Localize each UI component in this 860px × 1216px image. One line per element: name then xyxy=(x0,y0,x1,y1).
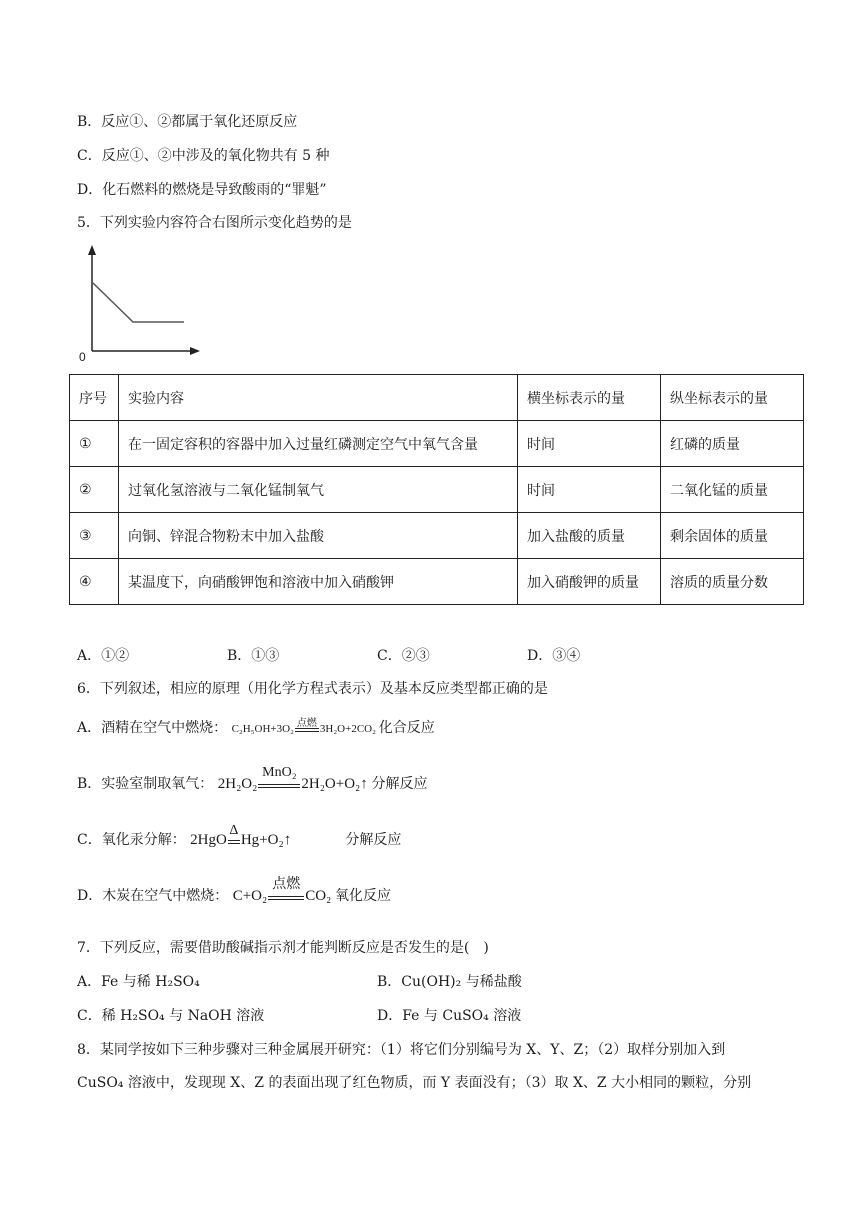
q6-d-condition: 点燃 xyxy=(272,877,301,892)
q5-option-b: B．①③ xyxy=(227,648,280,664)
q6-d-eq-right: CO₂ xyxy=(305,888,332,904)
table-cell: 某温度下，向硝酸钾饱和溶液中加入硝酸钾 xyxy=(119,559,518,605)
table-row xyxy=(70,467,804,513)
q6-a-type: 化合反应 xyxy=(378,720,435,736)
q7-option-d: D．Fe 与 CuSO₄ 溶液 xyxy=(377,1008,522,1024)
q6-b-eq-left: 2H₂O₂ xyxy=(217,776,258,792)
q4-option-d: D．化石燃料的燃烧是导致酸雨的“罪魁” xyxy=(77,182,327,198)
q6-a-equation xyxy=(231,718,379,735)
q6-a-condition: 点燃 xyxy=(296,718,317,729)
experiment-table xyxy=(69,374,804,605)
table-cell: 加入盐酸的质量 xyxy=(518,513,661,559)
trend-graph xyxy=(76,243,206,363)
table-cell: 二氧化锰的质量 xyxy=(661,467,804,513)
x-axis-arrow xyxy=(190,347,200,355)
table-cell: ③ xyxy=(70,513,119,559)
q6-c-prefix: C．氧化汞分解： xyxy=(77,832,186,848)
table-header-cell: 纵坐标表示的量 xyxy=(661,375,804,421)
q6-option-a xyxy=(77,718,435,739)
y-axis-arrow xyxy=(88,245,96,255)
q7-stem: 7．下列反应，需要借助酸碱指示剂才能判断反应是否发生的是( ) xyxy=(77,940,489,956)
q6-a-prefix: A．酒精在空气中燃烧： xyxy=(77,720,228,736)
q8-line-2: CuSO₄ 溶液中，发现现 X、Z 的表面出现了红色物质，而 Y 表面没有；（3）取 X、Z 大小相同的颗粒，分别 xyxy=(77,1075,752,1091)
q6-stem: 6．下列叙述，相应的原理（用化学方程式表示）及基本反应类型都正确的是 xyxy=(77,681,548,697)
q6-a-eq-right: 3H₂O+2CO₂ xyxy=(319,723,376,735)
q8-line-1: 8．某同学按如下三种步骤对三种金属展开研究：（1）将它们分别编号为 X、Y、Z；（2）取样分别加入到 xyxy=(77,1042,726,1058)
q4-option-c: C．反应①、②中涉及的氧化物共有 5 种 xyxy=(77,148,330,164)
table-cell: 时间 xyxy=(518,421,661,467)
table-header-cell: 横坐标表示的量 xyxy=(518,375,661,421)
q6-c-type: 分解反应 xyxy=(345,832,402,848)
q6-b-equation xyxy=(217,765,372,792)
q7-option-c: C．稀 H₂SO₄ 与 NaOH 溶液 xyxy=(77,1008,265,1024)
table-cell: ④ xyxy=(70,559,119,605)
q6-d-equation xyxy=(232,877,335,904)
table-row xyxy=(70,513,804,559)
q6-b-condition: MnO₂ xyxy=(262,765,297,780)
q6-c-eq-left: 2HgO xyxy=(190,832,227,848)
q6-c-eq-right: Hg+O₂↑ xyxy=(240,832,292,848)
origin-label: 0 xyxy=(79,350,86,363)
table-row xyxy=(70,559,804,605)
table-cell: 加入硝酸钾的质量 xyxy=(518,559,661,605)
table-header-cell: 实验内容 xyxy=(119,375,518,421)
table-row xyxy=(70,421,804,467)
table-cell: 红磷的质量 xyxy=(661,421,804,467)
q6-c-condition: Δ xyxy=(229,823,239,838)
q4-option-b: B．反应①、②都属于氧化还原反应 xyxy=(77,114,298,130)
table-header-cell: 序号 xyxy=(70,375,119,421)
table-cell: 过氧化氢溶液与二氧化锰制氧气 xyxy=(119,467,518,513)
table-header-row xyxy=(70,375,804,421)
q6-d-prefix: D．木炭在空气中燃烧： xyxy=(77,888,229,904)
q6-option-b xyxy=(77,765,428,794)
q6-d-type: 氧化反应 xyxy=(335,888,392,904)
q6-option-c xyxy=(77,823,402,850)
q5-option-d: D．③④ xyxy=(527,648,581,664)
q7-option-b: B．Cu(OH)₂ 与稀盐酸 xyxy=(377,974,522,990)
table-cell: 在一固定容积的容器中加入过量红磷测定空气中氧气含量 xyxy=(119,421,518,467)
table-cell: 溶质的质量分数 xyxy=(661,559,804,605)
q6-b-eq-right: 2H₂O+O₂↑ xyxy=(301,776,368,792)
table-cell: ① xyxy=(70,421,119,467)
q5-stem: 5．下列实验内容符合右图所示变化趋势的是 xyxy=(77,215,352,231)
q7-option-a: A．Fe 与稀 H₂SO₄ xyxy=(77,974,200,990)
q6-option-d xyxy=(77,877,392,906)
q6-b-type: 分解反应 xyxy=(371,776,428,792)
table-cell: ② xyxy=(70,467,119,513)
trend-line xyxy=(93,283,184,322)
q5-option-a: A．①② xyxy=(77,648,130,664)
table-cell: 剩余固体的质量 xyxy=(661,513,804,559)
q6-d-eq-left: C+O₂ xyxy=(232,888,268,904)
q5-option-c: C．②③ xyxy=(377,648,430,664)
table-cell: 时间 xyxy=(518,467,661,513)
q6-a-eq-left: C₂H₅OH+3O₂ xyxy=(231,723,294,735)
table-cell: 向铜、锌混合物粉末中加入盐酸 xyxy=(119,513,518,559)
q6-c-equation xyxy=(190,823,295,848)
q6-b-prefix: B．实验室制取氧气： xyxy=(77,776,214,792)
